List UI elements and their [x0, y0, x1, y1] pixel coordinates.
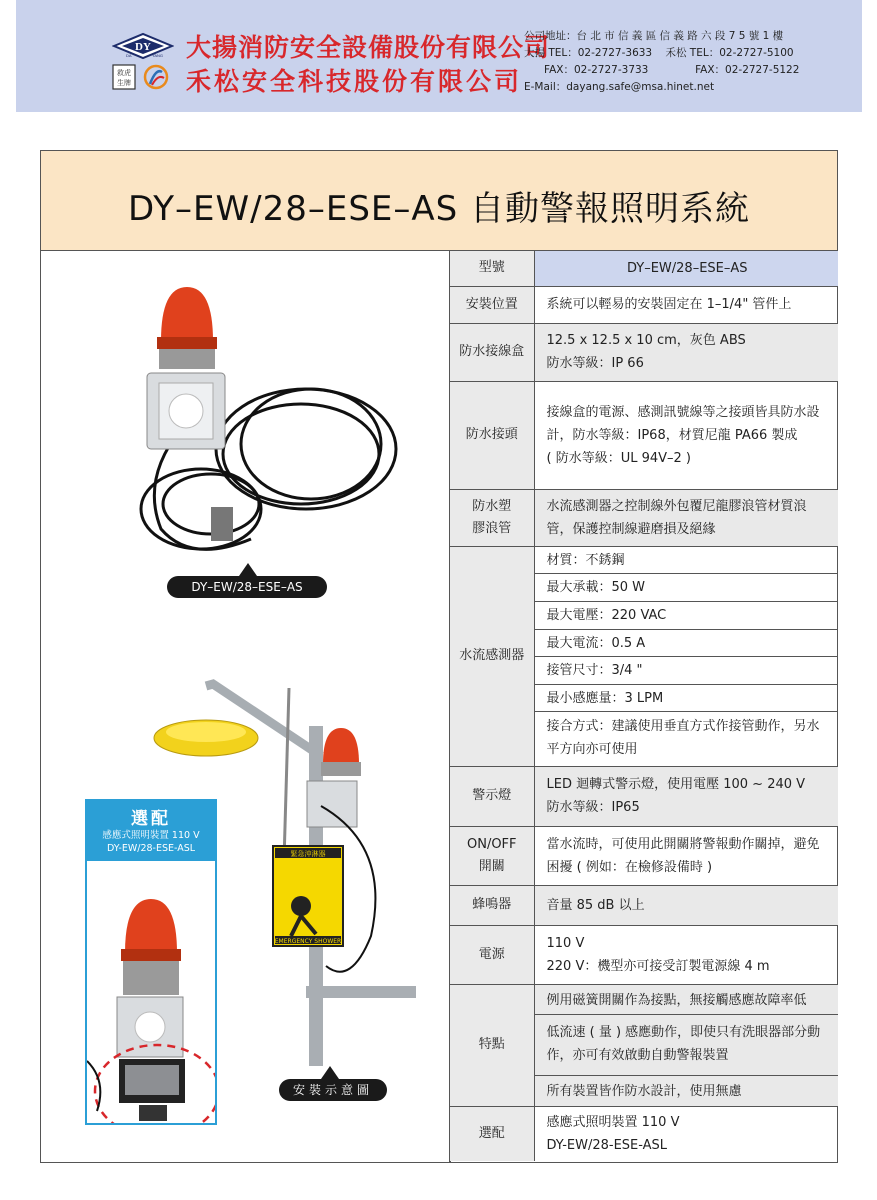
- caption-pointer-icon: [239, 563, 257, 576]
- table-row: [450, 286, 838, 323]
- table-row: [450, 826, 838, 885]
- sensor-row: 材質：不銹鋼: [535, 547, 839, 574]
- spec-value-lamp: [534, 766, 838, 826]
- spec-label-mount: 安裝位置: [450, 286, 534, 323]
- table-row: [450, 381, 838, 489]
- spec-line: LED 迴轉式警示燈，使用電壓 100 ~ 240 V: [546, 777, 806, 792]
- company-name-dayang: 大揚消防安全設備股份有限公司: [186, 33, 551, 62]
- sign-title: 緊急沖淋器: [290, 850, 326, 858]
- spec-value-switch: 當水流時，可使用此開關將警報動作關掉，避免困擾 ( 例如：在檢修設備時 ): [534, 826, 838, 885]
- spec-label-model: 型號: [450, 251, 534, 286]
- table-row: [450, 925, 838, 984]
- spec-line: 接線盒的電源、感測訊號線等之接頭皆具防水設計，防水等級：IP68，材質尼龍 PA66 製成: [546, 404, 820, 443]
- option-line-1: 感應式照明裝置 110 V: [102, 830, 200, 841]
- spec-value-connector: [534, 381, 838, 489]
- spec-label-power: 電源: [450, 925, 534, 984]
- spec-label-box: 防水接線盒: [450, 323, 534, 381]
- spec-line: 220 V：機型亦可接受訂製電源線 4 m: [546, 958, 770, 974]
- install-caption: 安裝示意圖: [279, 1079, 387, 1101]
- product-sheet: [40, 150, 838, 1163]
- table-row: [450, 1106, 838, 1161]
- spec-line: 12.5 x 12.5 x 10 cm，灰色 ABS: [546, 333, 746, 348]
- letterhead: [16, 0, 862, 112]
- spec-line: 防水等級：IP 66: [546, 356, 644, 371]
- table-row: [450, 251, 838, 286]
- install-caption-pointer-icon: [321, 1066, 339, 1079]
- company-fax: FAX：02-2727-3733 FAX：02-2727-5122: [524, 64, 800, 76]
- company-address: 公司地址：台 北 市 信 義 區 信 義 路 六 段 7 5 號 1 樓: [524, 30, 784, 42]
- spec-line: DY-EW/28-ESE-ASL: [546, 1137, 668, 1153]
- company-tel: 大揚 TEL：02-2727-3633 禾松 TEL：02-2727-5100: [524, 47, 794, 59]
- feature-row: 所有裝置皆作防水設計，使用無慮: [546, 1084, 742, 1099]
- spec-value-power: [534, 925, 838, 984]
- spec-label-lamp: 警示燈: [450, 766, 534, 826]
- logo-text: DY: [135, 41, 151, 53]
- spec-value-features: [534, 984, 838, 1106]
- title-band: [41, 151, 837, 251]
- sensor-row: 最大電壓：220 VAC: [535, 602, 839, 630]
- sensor-row: 最大承載：50 W: [535, 574, 839, 602]
- spec-label-sensor: 水流感測器: [450, 546, 534, 766]
- feature-row: 例用磁簧開關作為接點，無接觸感應故障率低: [535, 985, 839, 1015]
- table-row: [450, 489, 838, 546]
- option-line-2: DY-EW/28-ESE-ASL: [106, 843, 196, 854]
- option-title: 選配: [131, 809, 171, 829]
- spec-value-tube: 水流感測器之控制線外包覆尼龍膠浪管材質浪管，保護控制線避磨損及絕緣: [534, 489, 838, 546]
- spec-line: 感應式照明裝置 110 V: [546, 1114, 680, 1130]
- table-row: [450, 885, 838, 925]
- spec-value-model: DY–EW/28–ESE–AS: [534, 251, 838, 286]
- spec-label-features: 特點: [450, 984, 534, 1106]
- spec-value-option: [534, 1106, 838, 1161]
- page-title: DY–EW/28–ESE–AS 自動警報照明系統: [127, 189, 751, 229]
- spec-label-option: 選配: [450, 1106, 534, 1161]
- spec-label-connector: 防水接頭: [450, 381, 534, 489]
- table-row: [450, 984, 838, 1106]
- table-row: [450, 323, 838, 381]
- sensor-row: 最大電流：0.5 A: [535, 630, 839, 657]
- svg-text:生牌: 生牌: [117, 79, 131, 87]
- sensor-row: 接合方式：建議使用垂直方式作接管動作，另水平方向亦可使用: [546, 719, 820, 757]
- svg-text:DA: DA: [126, 53, 132, 58]
- product-photo: [121, 279, 411, 569]
- spec-label-buzzer: 蜂鳴器: [450, 885, 534, 925]
- hesong-logo-icon: [112, 64, 176, 92]
- option-panel: [85, 799, 217, 1125]
- company-email: E-Mail：dayang.safe@msa.hinet.net: [524, 81, 715, 93]
- spec-label-switch: ON/OFF 開關: [450, 826, 534, 885]
- spec-table: [450, 251, 838, 1161]
- dy-logo-icon: [112, 32, 174, 60]
- spec-value-box: [534, 323, 838, 381]
- spec-value-sensor: [534, 546, 838, 766]
- option-photo: [87, 861, 215, 1123]
- spec-value-mount: 系統可以輕易的安裝固定在 1–1/4" 管件上: [534, 286, 838, 323]
- option-header: [87, 801, 215, 861]
- table-row: [450, 546, 838, 766]
- spec-line: 防水等級：IP65: [546, 800, 640, 815]
- feature-row: 低流速 ( 量 ) 感應動作，即使只有洗眼器部分動作，亦可有效啟動自動警報裝置: [535, 1015, 839, 1076]
- spec-value-buzzer: 音量 85 dB 以上: [534, 885, 838, 925]
- company-name-hesong: 禾松安全科技股份有限公司: [186, 67, 523, 96]
- table-row: [450, 766, 838, 826]
- sensor-row: 最小感應量：3 LPM: [535, 685, 839, 712]
- spec-line: 110 V: [546, 935, 585, 951]
- product-caption: DY–EW/28–ESE–AS: [167, 576, 327, 598]
- svg-text:救虎: 救虎: [117, 69, 131, 77]
- spec-label-tube: 防水塑 膠浪管: [450, 489, 534, 546]
- sign-subtitle: EMERGENCY SHOWER: [274, 938, 342, 945]
- sensor-row: 接管尺寸：3/4 ": [535, 657, 839, 685]
- spec-line: ( 防水等級：UL 94V–2 ): [546, 450, 692, 466]
- svg-text:YANG: YANG: [152, 53, 164, 58]
